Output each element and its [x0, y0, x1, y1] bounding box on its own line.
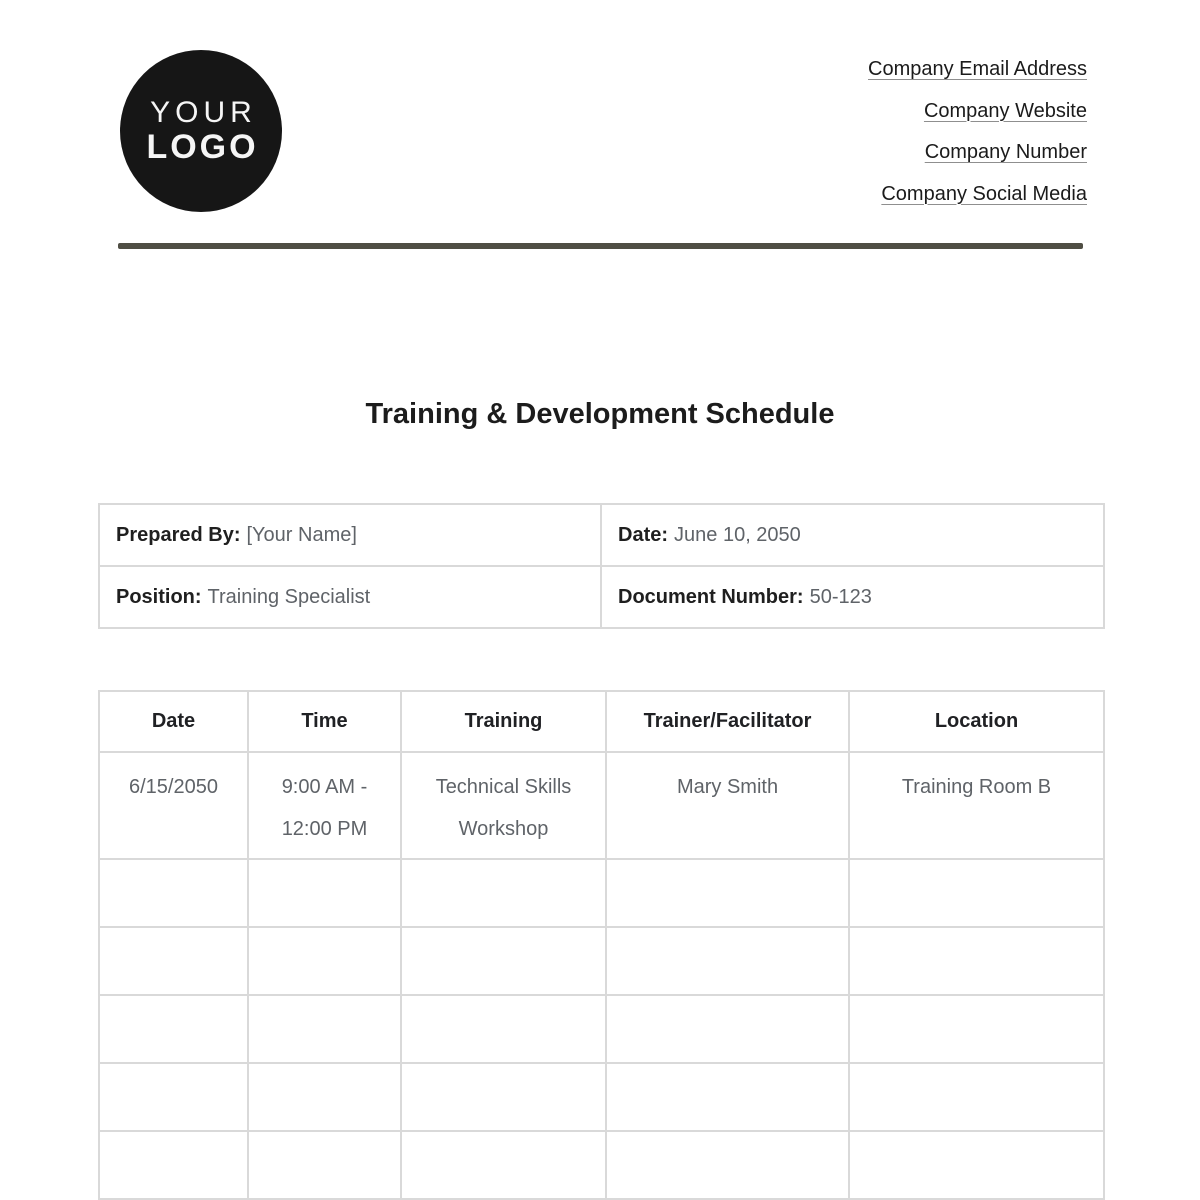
- col-header-training: Training: [401, 691, 606, 752]
- schedule-cell-location: [849, 927, 1104, 995]
- schedule-cell-date: [99, 927, 248, 995]
- schedule-row: [99, 927, 1104, 995]
- info-prepared-by-label: Prepared By:: [116, 523, 241, 546]
- schedule-cell-time: 9:00 AM - 12:00 PM: [248, 752, 401, 859]
- info-prepared-by: [99, 504, 601, 566]
- schedule-cell-trainer: [606, 995, 849, 1063]
- schedule-cell-training: [401, 1131, 606, 1199]
- logo-text-logo: LOGO: [146, 128, 259, 166]
- info-row: [99, 566, 1104, 628]
- schedule-cell-time: [248, 859, 401, 927]
- schedule-cell-location: [849, 995, 1104, 1063]
- company-logo: [120, 50, 282, 212]
- schedule-cell-location: [849, 859, 1104, 927]
- schedule-cell-date: [99, 1063, 248, 1131]
- company-email-link[interactable]: Company Email Address: [868, 58, 1087, 80]
- info-document-number-value: 50-123: [809, 585, 872, 608]
- col-header-location: Location: [849, 691, 1104, 752]
- schedule-row: [99, 1063, 1104, 1131]
- schedule-cell-time: [248, 995, 401, 1063]
- schedule-cell-date: [99, 1131, 248, 1199]
- schedule-cell-trainer: [606, 927, 849, 995]
- schedule-cell-location: Training Room B: [849, 752, 1104, 859]
- schedule-cell-date: 6/15/2050: [99, 752, 248, 859]
- schedule-cell-training: [401, 995, 606, 1063]
- company-social-media-link[interactable]: Company Social Media: [881, 182, 1087, 205]
- schedule-cell-trainer: Mary Smith: [606, 752, 849, 859]
- schedule-cell-training: [401, 927, 606, 995]
- info-document-number: [601, 566, 1104, 628]
- schedule-cell-date: [99, 859, 248, 927]
- schedule-cell-time: [248, 1131, 401, 1199]
- header-divider: [118, 243, 1083, 249]
- info-date: [601, 504, 1104, 566]
- info-position-label: Position:: [116, 585, 202, 608]
- company-contact-links: [868, 49, 1087, 215]
- info-date-label: Date:: [618, 523, 669, 546]
- schedule-cell-trainer: [606, 859, 849, 927]
- schedule-cell-trainer: [606, 1063, 849, 1131]
- logo-text-your: YOUR: [150, 96, 257, 129]
- info-row: [99, 504, 1104, 566]
- col-header-time: Time: [248, 691, 401, 752]
- company-website-link[interactable]: Company Website: [923, 99, 1087, 122]
- schedule-cell-date: [99, 995, 248, 1063]
- info-prepared-by-value: [Your Name]: [246, 523, 357, 546]
- schedule-row: [99, 1131, 1104, 1199]
- schedule-row: [99, 859, 1104, 927]
- info-position: [99, 566, 601, 628]
- info-position-value: Training Specialist: [207, 585, 371, 608]
- schedule-cell-location: [849, 1063, 1104, 1131]
- col-header-date: Date: [99, 691, 248, 752]
- schedule-cell-training: [401, 1063, 606, 1131]
- col-header-trainer: Trainer/Facilitator: [606, 691, 849, 752]
- info-table: [98, 503, 1105, 629]
- schedule-row: [99, 995, 1104, 1063]
- company-number-link[interactable]: Company Number: [924, 141, 1087, 163]
- schedule-cell-training: Technical Skills Workshop: [401, 752, 606, 859]
- schedule-table: [98, 690, 1105, 1200]
- schedule-cell-location: [849, 1131, 1104, 1199]
- schedule-cell-time: [248, 927, 401, 995]
- document-title: Training & Development Schedule: [365, 398, 835, 430]
- schedule-cell-trainer: [606, 1131, 849, 1199]
- schedule-cell-training: [401, 859, 606, 927]
- schedule-row: [99, 752, 1104, 859]
- info-document-number-label: Document Number:: [618, 585, 804, 608]
- schedule-header-row: [99, 691, 1104, 752]
- schedule-cell-time: [248, 1063, 401, 1131]
- info-date-value: June 10, 2050: [674, 523, 801, 546]
